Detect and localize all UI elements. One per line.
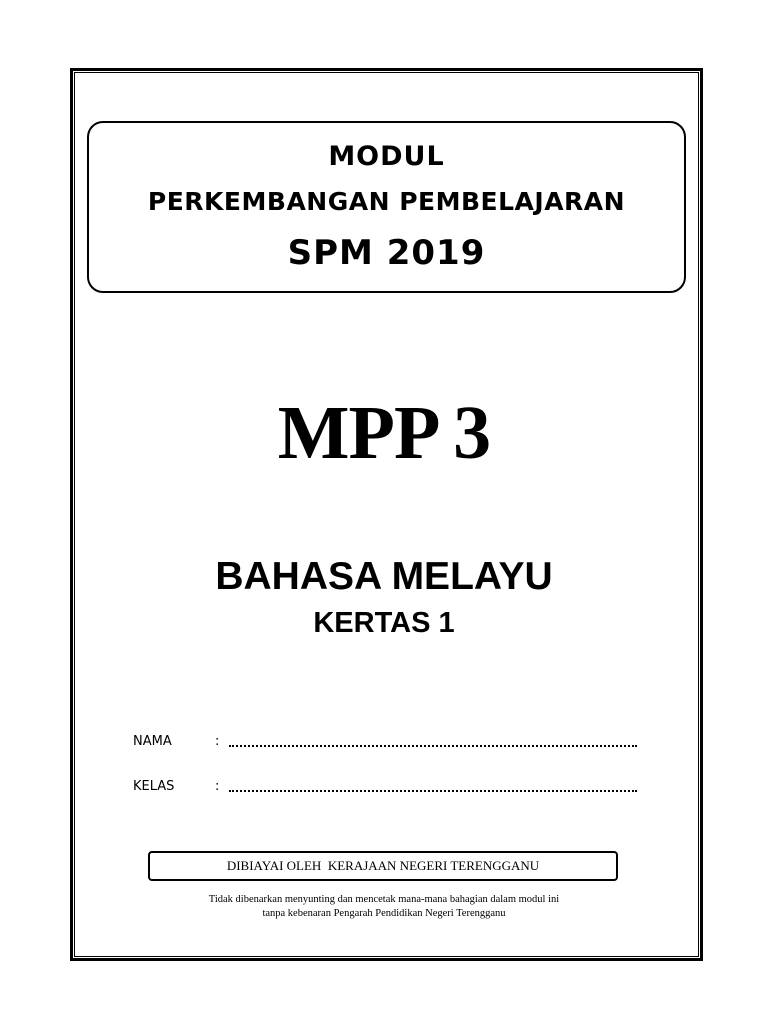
funding-note-box [148,851,618,881]
subject-title: BAHASA MELAYU [215,555,553,598]
module-program-name: PERKEMBANGAN PEMBELAJARAN [147,187,626,216]
class-field-label: KELAS [133,779,175,794]
name-field-label: NAMA [133,734,172,749]
module-label: MODUL [328,141,445,172]
funding-note-text: DIBIAYAI OLEH KERAJAAN NEGERI TERENGGANU [226,858,540,873]
class-field-line[interactable] [229,790,637,792]
name-field-line[interactable] [229,745,637,747]
copyright-disclaimer [0,893,768,921]
name-field-colon: : [215,734,220,749]
class-field-colon: : [215,779,220,794]
exam-year: SPM 2019 [287,233,486,273]
module-header-box [87,121,686,293]
disclaimer-line-2: tanpa kebenaran Pengarah Pendidikan Negeri Terengganu [262,908,506,919]
paper-title: KERTAS 1 [313,607,455,639]
name-field-row [133,734,643,754]
disclaimer-line-1: Tidak dibenarkan menyunting dan mencetak mana-mana bahagian dalam modul ini [208,894,560,905]
class-field-row [133,779,643,799]
module-number-title: MPP 3 [277,391,491,475]
